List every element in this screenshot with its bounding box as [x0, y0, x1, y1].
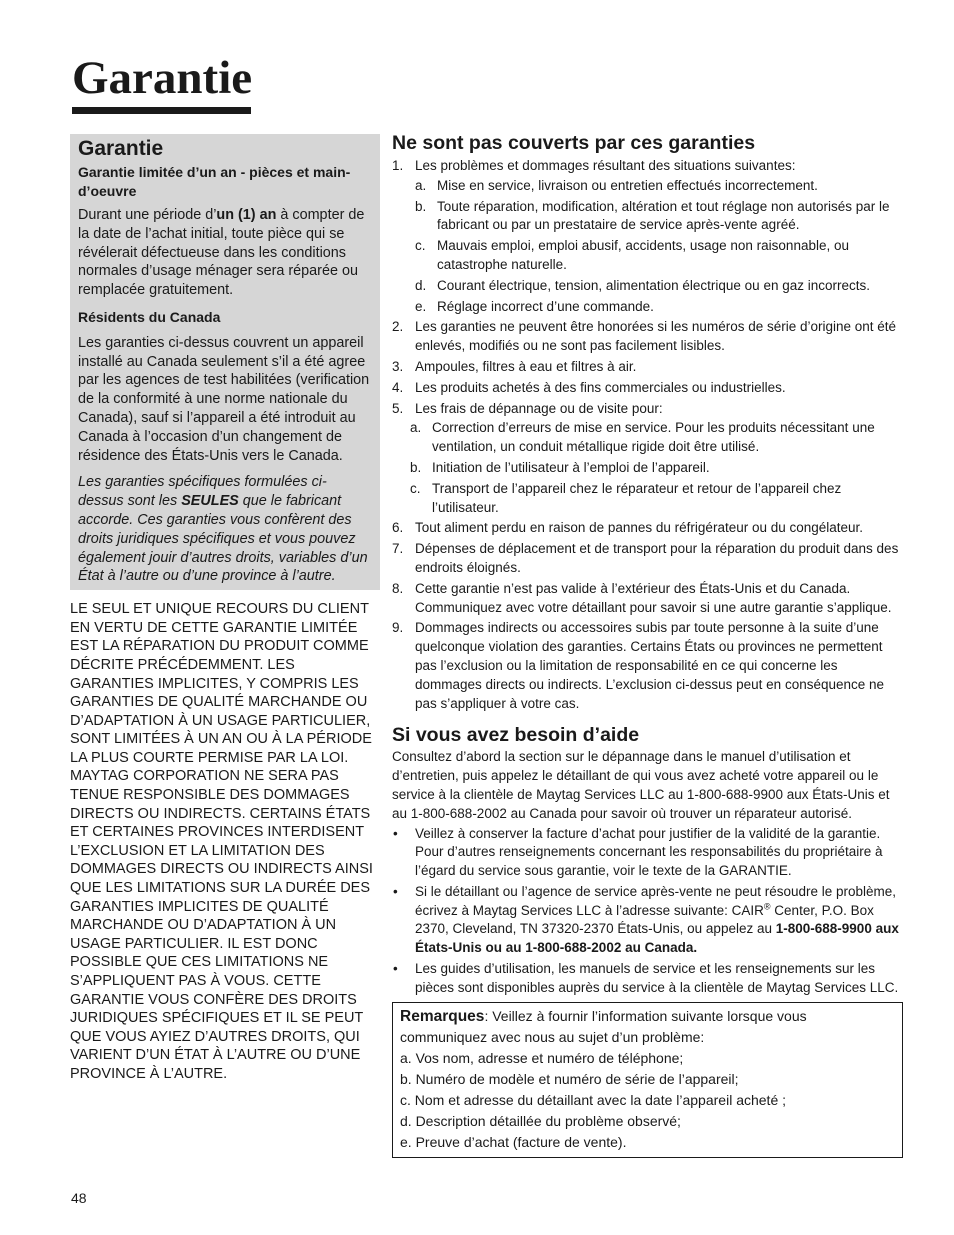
list-item: c. Nom et adresse du détaillant avec la date l’appareil acheté ;: [400, 1092, 787, 1108]
list-item: a. Correction d’erreurs de mise en service. Pour les produits nécessitant une ventilation, un conduit métallique rigide doit être utilisé.: [410, 420, 875, 455]
page-title: Garantie: [72, 52, 253, 104]
list-item: c. Transport de l’appareil chez le réparateur et retour de l’appareil chez l’utilisateur.: [410, 480, 842, 515]
list-item: 7. Dépenses de déplacement et de transport pour la réparation du produit dans des endroits éloignés.: [392, 541, 899, 575]
remarks-intro: Remarques: Veillez à fournir l’information suivante lorsque vous communiquez avec nous au sujet d’un problème:: [400, 1008, 807, 1045]
list-item: 3. Ampoules, filtres à eau et filtres à air.: [392, 358, 637, 374]
remarks-heading: Remarques: [400, 1008, 485, 1025]
specific-warranties-paragraph: Les garanties spécifiques formulées ci-dessus sont les SEULES que le fabricant accorde. Ces garanties vous confèrent des droits juridiques spécifiques et vous pouvez également jouir d’autres droits, variables d’un État à l’autre ou d’une province à l’autre.: [78, 474, 368, 585]
phone-numbers: 1-800-688-9900 aux États-Unis ou au 1-800-688-2002 au Canada.: [415, 921, 899, 956]
help-bullet-list: [392, 825, 902, 998]
warranty-box-heading: Garantie: [78, 137, 164, 160]
warranty-period-paragraph: Durant une période d’un (1) an à compter de la date de l’achat initial, toute pièce qui se révélerait défectueuse dans les conditions normales d’usage ménager sera réparée ou remplacée gratuitement.: [78, 207, 365, 299]
list-item: 8. Cette garantie n’est pas valide à l’extérieur des États-Unis et du Canada. Communiquez avec votre détaillant pour savoir si une autre garantie s’applique.: [392, 580, 892, 615]
warranty-box: [70, 134, 380, 590]
page-number: 48: [71, 1190, 87, 1206]
list-item: 4. Les produits achetés à des fins commerciales ou industrielles.: [392, 379, 786, 395]
sub-list: [415, 177, 902, 317]
list-item: c. Mauvais emploi, emploi abusif, accidents, usage non raisonnable, ou catastrophe naturelle.: [415, 238, 849, 272]
only-emphasis: SEULES: [181, 493, 239, 510]
warranty-box-subheading: Garantie limitée d’un an - pièces et main-d’oeuvre: [78, 164, 351, 199]
left-column: [70, 134, 380, 1084]
list-item: • Les guides d’utilisation, les manuels de service et les renseignements sur les pièces sont disponibles auprès du service à la clientèle de Maytag Services LLC.: [393, 961, 899, 995]
canada-residents-paragraph: Les garanties ci-dessus couvrent un appareil installé au Canada seulement s’il a été agree par les agences de test habilitées (verification de la conformité à une norme nationale du Canada), sauf si l’appareil a été introduit au Canada à l’occasion d’un changement de résidence des États-Unis vers le Canada.: [78, 334, 370, 464]
list-item: e. Preuve d’achat (facture de vente).: [400, 1134, 627, 1150]
list-item: 6. Tout aliment perdu en raison de pannes du réfrigérateur ou du congélateur.: [392, 520, 864, 536]
list-item: d. Courant électrique, tension, alimentation électrique ou en gaz incorrects.: [415, 277, 870, 293]
title-underline-rule: [72, 107, 251, 114]
not-covered-list: [392, 157, 902, 713]
list-item: d. Description détaillée du problème observé;: [400, 1113, 681, 1129]
list-item: 2. Les garanties ne peuvent être honorées si les numéros de série d’origine ont été enlevés, modifiés ou ne sont pas facilement lisibles.: [392, 319, 897, 354]
help-intro-paragraph: Consultez d’abord la section sur le dépannage dans le manuel d’utilisation et d’entretien, puis appelez le détaillant de qui vous avez acheté votre appareil ou le service à la clientèle de Maytag Services LLC au 1-800-688-9900 aux États-Unis et au 1-800-688-2002 au Canada pour savoir où trouver un réparateur autorisé.: [392, 749, 890, 821]
canada-residents-heading: Résidents du Canada: [78, 308, 221, 325]
list-item: b. Toute réparation, modification, altération et tout réglage non autorisés par le fabricant ou par un prestataire de service après-vente agréé.: [415, 198, 890, 233]
bullet-icon: •: [393, 825, 398, 841]
list-item: 5. Les frais de dépannage ou de visite pour: a. Correction d’erreurs de mise en service. Pour les produits nécessitant une ventilation, un conduit métallique rigide doit être utilisé. b. Initiation de l’utilisateur à l’emploi de l’appareil. c. Transport de l’appareil chez le réparateur et retour de l’appareil chez l’utilisateur.: [392, 400, 902, 518]
not-covered-heading: Ne sont pas couverts par ces garanties: [392, 132, 756, 154]
warranty-duration: un (1) an: [216, 207, 277, 223]
help-heading: Si vous avez besoin d’aide: [392, 724, 640, 747]
list-item: a. Vos nom, adresse et numéro de téléphone;: [400, 1050, 684, 1066]
right-column: [392, 131, 902, 1000]
remarks-box: [392, 1002, 903, 1158]
list-item: a. Mise en service, livraison ou entretien effectués incorrectement.: [415, 177, 818, 193]
list-item: b. Numéro de modèle et numéro de série de l’appareil;: [400, 1071, 739, 1087]
bullet-icon: •: [393, 883, 398, 899]
list-item: 1. Les problèmes et dommages résultant des situations suivantes: a. Mise en service, livraison ou entretien effectués incorrectement. b. Toute réparation, modification, altération et tout réglage non autorisés par le fabricant ou par un prestataire de service après-vente agréé. c. Mauvais emploi, emploi abusif, accidents, usage non raisonnable, ou catastrophe naturelle. d. Courant électrique, tension, alimentation électrique ou en gaz incorrects. e. Réglage incorrect d’une commande.: [392, 157, 902, 316]
sub-list: [410, 419, 902, 517]
list-item: 9. Dommages indirects ou accessoires subis par toute personne à la suite d’une quelconque violation des garanties. Certains États ou provinces ne permettent pas l’exclusion ou la limitation de responsabilité en ce qui concerne les dommages directs ou indirects. L’exclusion ci-dessus peut en conséquence ne pas s’appliquer à votre cas.: [392, 620, 885, 711]
list-item: e. Réglage incorrect d’une commande.: [415, 298, 654, 314]
bullet-icon: •: [393, 961, 398, 977]
exclusive-remedy-paragraph: LE SEUL ET UNIQUE RECOURS DU CLIENT EN VERTU DE CETTE GARANTIE LIMITÉE EST LA RÉPARATION DU PRODUIT COMME DÉCRITE PRÉCÉDEMMENT. LES GARANTIES IMPLICITES, Y COMPRIS LES GARANTIES DE QUALITÉ MARCHANDE OU D’ADAPTATION À UN USAGE PARTICULIER, SONT LIMITÉES À UN AN OU À LA PÉRIODE LA PLUS COURTE PERMISE PAR LA LOI. MAYTAG CORPORATION NE SERA PAS TENUE RESPONSIBLE DES DOMMAGES DIRECTS OU INDIRECTS. CERTAINS ÉTATS ET CERTAINES PROVINCES INTERDISENT L’EXCLUSION ET LA LIMITATION DES DOMMAGES DIRECTS OU INDIRECTS AINSI QUE LES LIMITATIONS SUR LA DURÉE DES GARANTIES IMPLICITES DE QUALITÉ MARCHANDE OU D’ADAPTATION À UN USAGE PARTICULIER. IL EST DONC POSSIBLE QUE CES LIMITATIONS NE S’APPLIQUENT PAS À VOUS. CETTE GARANTIE VOUS CONFÈRE DES DROITS JURIDIQUES SPÉCIFIQUES ET IL SE PEUT QUE VOUS AYIEZ D’AUTRES DROITS, QUI VARIENT D’UN ÉTAT À L’AUTRE OU D’UNE PROVINCE À L’AUTRE.: [70, 601, 373, 1082]
list-item: • Veillez à conserver la facture d’achat pour justifier de la validité de la garantie. Pour d’autres renseignements concernant les responsabilités du propriétaire à l’égard du service sous garantie, voir le texte de la GARANTIE.: [393, 825, 883, 879]
list-item: b. Initiation de l’utilisateur à l’emploi de l’appareil.: [410, 459, 710, 475]
list-item: • Si le détaillant ou l’agence de service après-vente ne peut résoudre le problème, écrivez à Maytag Services LLC à l’adresse suivante: CAIR® Center, P.O. Box 2370, Cleveland, TN 37320-2370 États-Unis, ou appelez au 1-800-688-9900 aux États-Unis ou au 1-800-688-2002 au Canada.: [393, 883, 899, 956]
registered-mark: ®: [763, 901, 771, 912]
